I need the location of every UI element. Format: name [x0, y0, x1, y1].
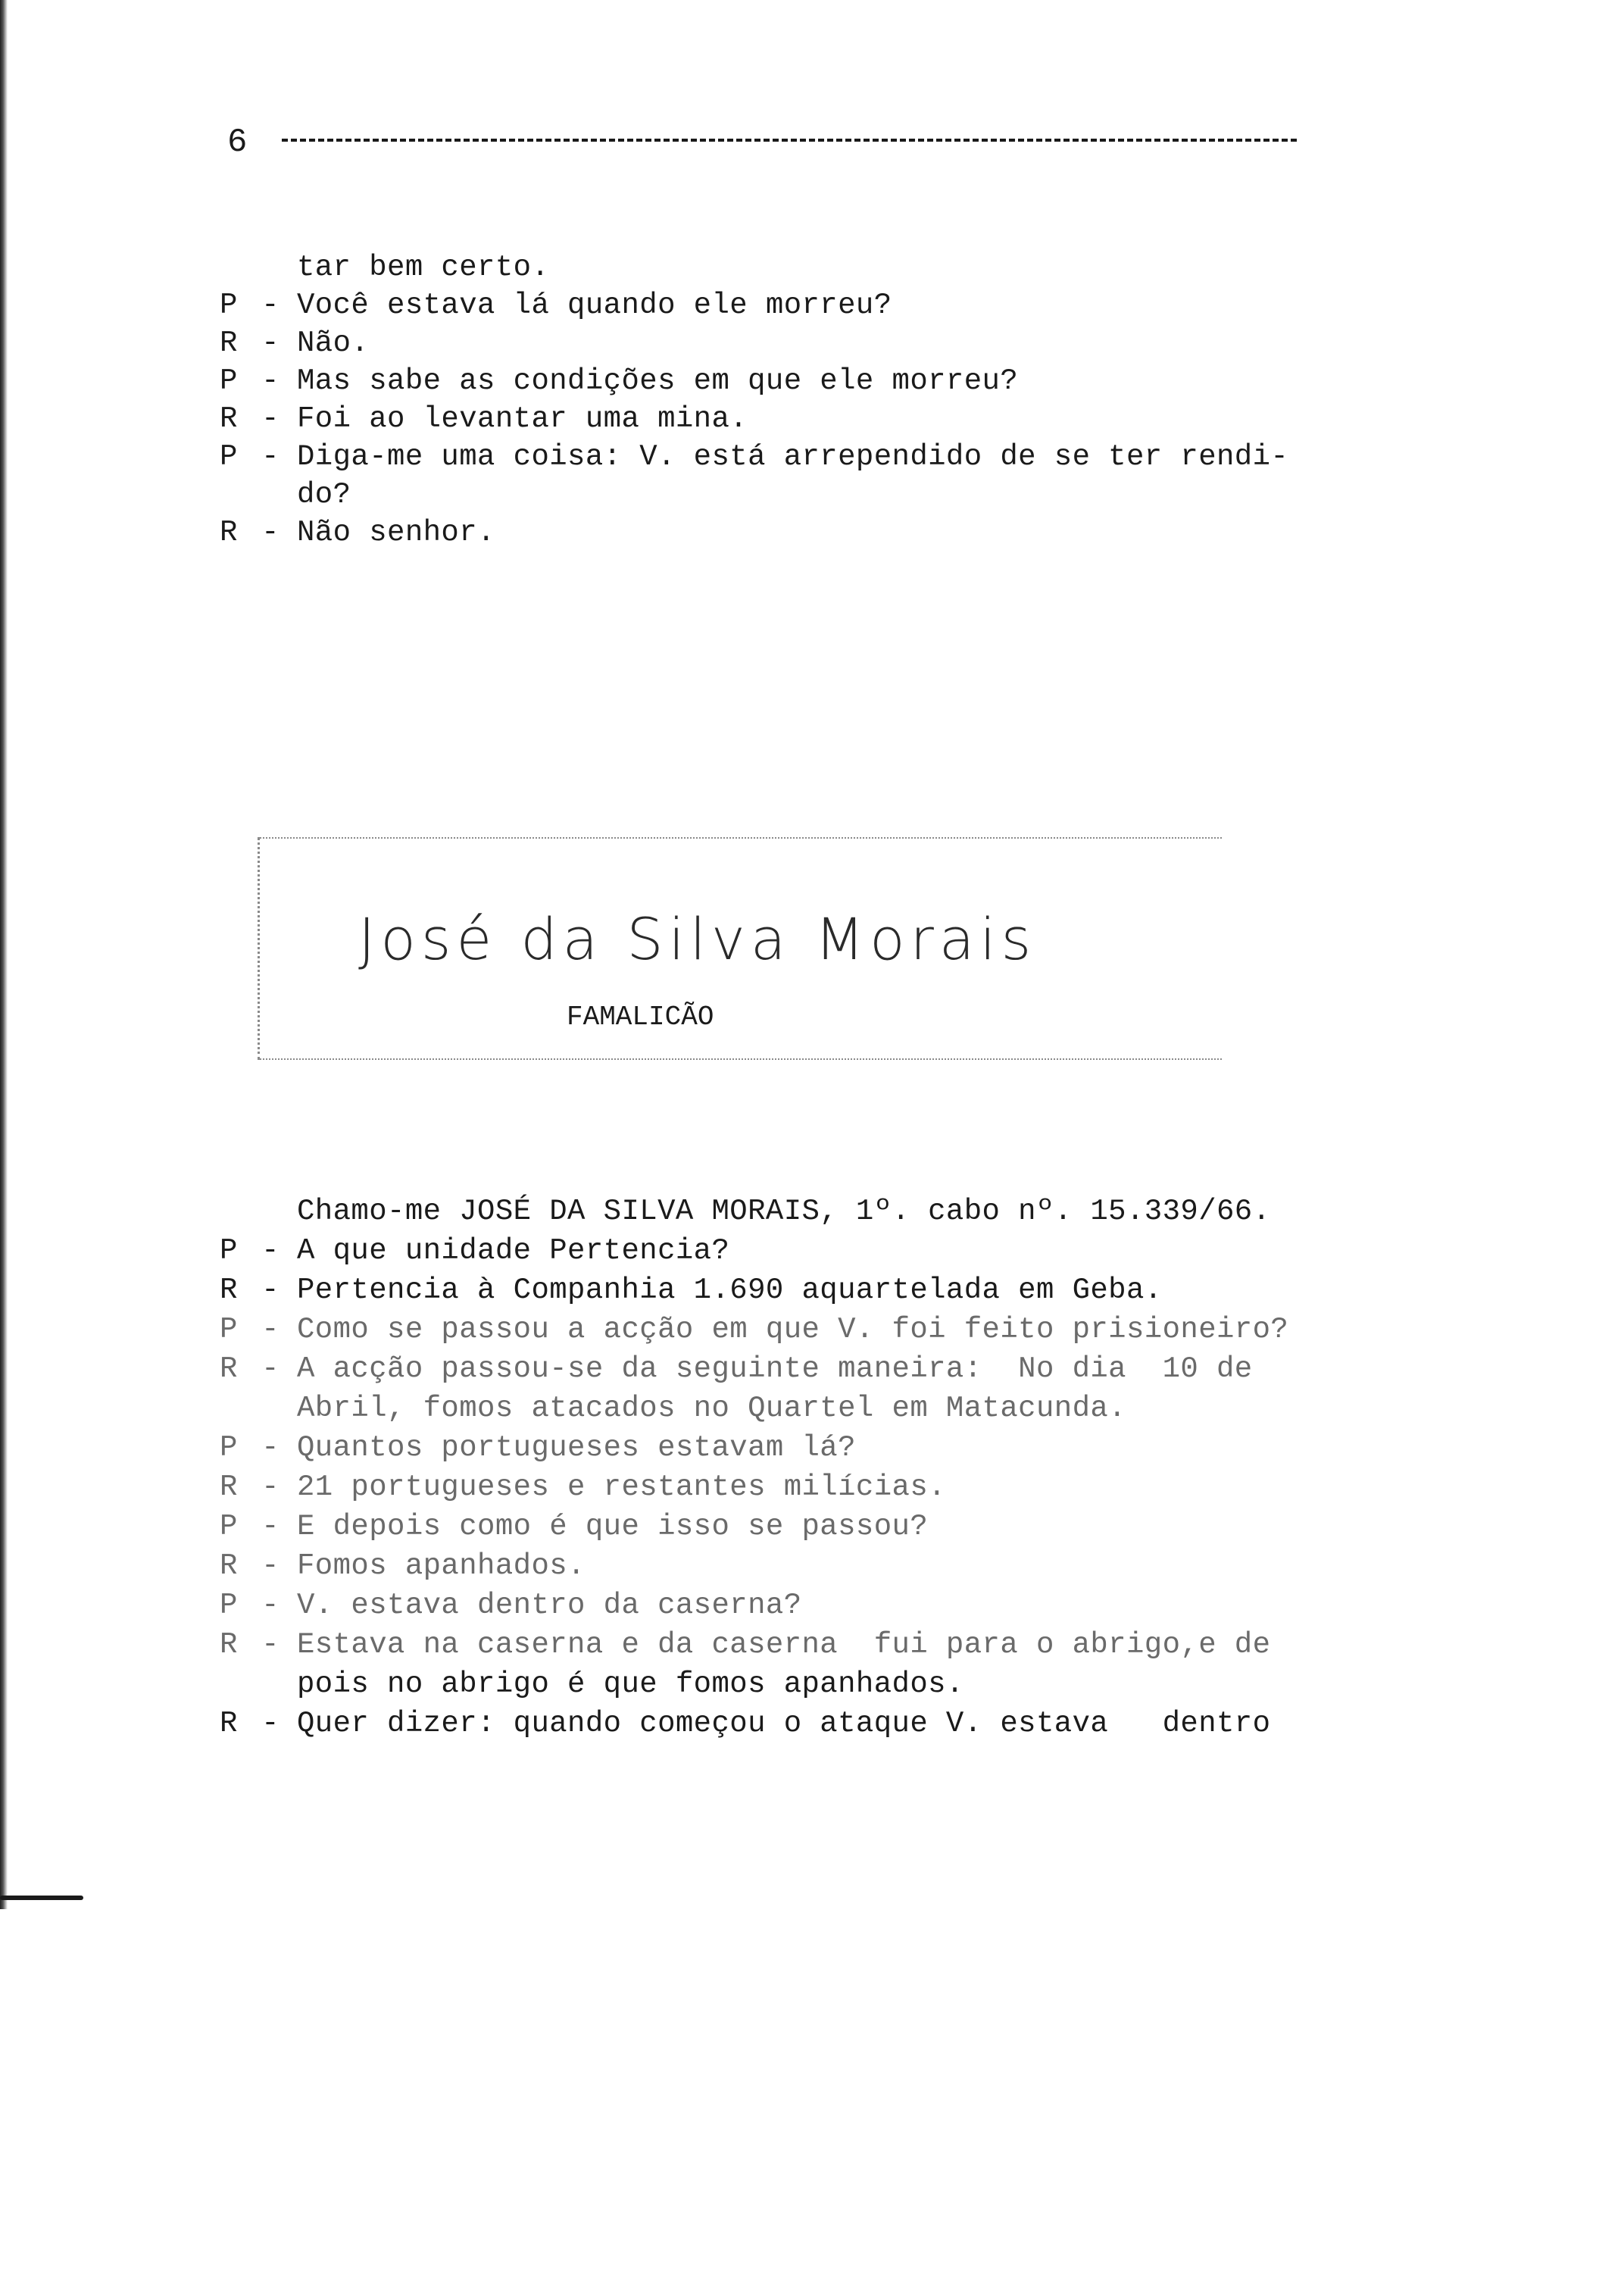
- speaker-label: R: [220, 1628, 238, 1661]
- line-text: Abril, fomos atacados no Quartel em Matacunda.: [297, 1392, 1126, 1425]
- dialogue-line: [220, 1508, 1310, 1546]
- line-text: Chamo-me JOSÉ DA SILVA MORAIS, 1º. cabo nº. 15.339/66.: [297, 1195, 1271, 1228]
- dialogue-line: [220, 1547, 1310, 1585]
- speaker-dash: -: [261, 289, 280, 322]
- speaker-label: P: [220, 364, 238, 398]
- speaker-label: P: [220, 289, 238, 322]
- header-dashed-rule: [282, 139, 1297, 142]
- dialogue-line: [220, 286, 1310, 324]
- speaker-label: R: [220, 327, 238, 360]
- line-text: Quer dizer: quando começou o ataque V. estava dentro: [297, 1707, 1271, 1740]
- page-number: 6: [227, 123, 248, 161]
- line-text: Não senhor.: [297, 516, 495, 549]
- dialogue-line: [220, 514, 1310, 552]
- line-text: Pertencia à Companhia 1.690 aquartelada em Geba.: [297, 1274, 1163, 1307]
- stamp-place: FAMALICÃO: [567, 1002, 714, 1033]
- speaker-label: P: [220, 1510, 238, 1543]
- speaker-dash: -: [261, 516, 280, 549]
- speaker-dash: -: [261, 1431, 280, 1464]
- line-text: tar bem certo.: [297, 251, 550, 284]
- scan-edge-mark: [0, 1896, 83, 1900]
- line-text: pois no abrigo é que fomos apanhados.: [297, 1667, 964, 1701]
- dialogue-line: [220, 476, 1310, 514]
- dialogue-line: [220, 324, 1310, 362]
- line-text: E depois como é que isso se passou?: [297, 1510, 929, 1543]
- speaker-label: P: [220, 1431, 238, 1464]
- dialogue-line: [220, 1232, 1310, 1270]
- dialogue-line: [220, 1192, 1310, 1230]
- dialogue-line: [220, 1389, 1310, 1427]
- speaker-label: P: [220, 1234, 238, 1267]
- speaker-label: R: [220, 1352, 238, 1386]
- speaker-label: R: [220, 1549, 238, 1583]
- speaker-dash: -: [261, 1313, 280, 1346]
- line-text: V. estava dentro da caserna?: [297, 1589, 802, 1622]
- speaker-dash: -: [261, 364, 280, 398]
- speaker-dash: -: [261, 1234, 280, 1267]
- line-text: Diga-me uma coisa: V. está arrependido de se ter rendi-: [297, 440, 1289, 474]
- speaker-dash: -: [261, 1274, 280, 1307]
- speaker-dash: -: [261, 402, 280, 436]
- line-text: Não.: [297, 327, 370, 360]
- speaker-dash: -: [261, 440, 280, 474]
- speaker-dash: -: [261, 1628, 280, 1661]
- speaker-label: R: [220, 1707, 238, 1740]
- speaker-label: P: [220, 440, 238, 474]
- line-text: A acção passou-se da seguinte maneira: No dia 10 de: [297, 1352, 1253, 1386]
- line-text: Você estava lá quando ele morreu?: [297, 289, 892, 322]
- speaker-label: P: [220, 1589, 238, 1622]
- speaker-label: P: [220, 1313, 238, 1346]
- line-text: Como se passou a acção em que V. foi feito prisioneiro?: [297, 1313, 1289, 1346]
- line-text: 21 portugueses e restantes milícias.: [297, 1471, 946, 1504]
- dialogue-line: [220, 248, 1310, 286]
- speaker-label: R: [220, 1471, 238, 1504]
- dialogue-line: [220, 1626, 1310, 1664]
- name-stamp: [258, 837, 1222, 1060]
- dialogue-line: [220, 362, 1310, 400]
- line-text: Quantos portugueses estavam lá?: [297, 1431, 856, 1464]
- dialogue-line: [220, 1350, 1310, 1388]
- speaker-label: R: [220, 1274, 238, 1307]
- speaker-dash: -: [261, 1352, 280, 1386]
- dialogue-line: [220, 1271, 1310, 1309]
- speaker-dash: -: [261, 1589, 280, 1622]
- dialogue-line: [220, 1665, 1310, 1703]
- speaker-dash: -: [261, 1549, 280, 1583]
- dialogue-line: [220, 400, 1310, 438]
- dialogue-line: [220, 438, 1310, 476]
- speaker-label: R: [220, 402, 238, 436]
- scan-left-edge: [0, 0, 8, 1909]
- line-text: A que unidade Pertencia?: [297, 1234, 730, 1267]
- dialogue-line: [220, 1705, 1310, 1742]
- speaker-dash: -: [261, 1510, 280, 1543]
- speaker-dash: -: [261, 1707, 280, 1740]
- line-text: do?: [297, 478, 351, 511]
- stamp-name: José da Silva Morais: [358, 905, 1037, 973]
- line-text: Mas sabe as condições em que ele morreu?: [297, 364, 1019, 398]
- speaker-label: R: [220, 516, 238, 549]
- line-text: Fomos apanhados.: [297, 1549, 586, 1583]
- line-text: Foi ao levantar uma mina.: [297, 402, 748, 436]
- dialogue-line: [220, 1586, 1310, 1624]
- speaker-dash: -: [261, 1471, 280, 1504]
- line-text: Estava na caserna e da caserna fui para o abrigo,e de: [297, 1628, 1271, 1661]
- dialogue-line: [220, 1311, 1310, 1349]
- dialogue-line: [220, 1468, 1310, 1506]
- speaker-dash: -: [261, 327, 280, 360]
- dialogue-line: [220, 1429, 1310, 1467]
